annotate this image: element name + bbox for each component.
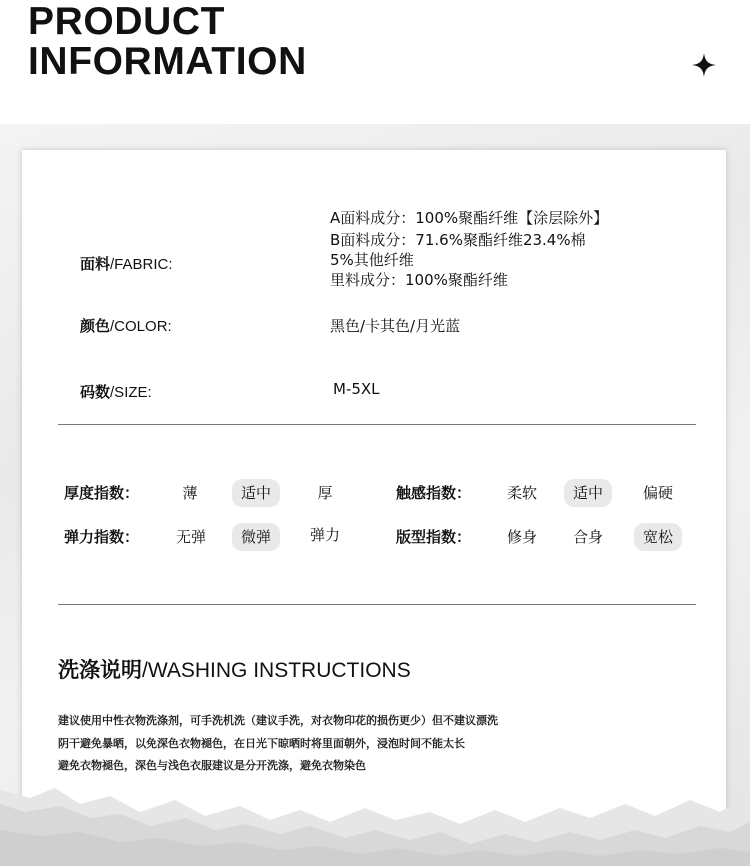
thickness-option-thick: 厚 [317,484,333,502]
fit-label: 版型指数： [396,528,472,546]
thickness-option-medium: 适中 [232,479,280,507]
fabric-line-3: 5%其他纤维 [330,251,414,269]
fit-option-slim: 修身 [506,528,537,546]
page-title [28,2,307,82]
fabric-line-4: 里料成分：100%聚酯纤维 [330,271,508,289]
elasticity-option-slight: 微弹 [232,523,280,551]
color-label: 颜色/COLOR: [80,317,172,335]
elasticity-option-none: 无弹 [175,528,206,546]
fabric-line-1: A面料成分：100%聚酯纤维【涂层除外】 [330,209,609,227]
elasticity-option-stretch: 弹力 [309,526,340,544]
thickness-label: 厚度指数： [64,484,140,502]
fit-option-loose: 宽松 [634,523,682,551]
fabric-line-2: B面料成分：71.6%聚酯纤维23.4%棉 [330,231,586,249]
size-value: M-5XL [333,380,380,398]
title-line-information: INFORMATION [28,40,307,83]
title-line-product: PRODUCT [28,0,226,43]
torn-paper-edge [0,760,750,866]
fit-option-regular: 合身 [572,528,603,546]
washing-line-3: 避免衣物褪色，深色与浅色衣服建议是分开洗涤，避免衣物染色 [58,759,366,772]
divider-top [58,424,696,425]
washing-line-2: 阴干避免暴晒，以免深色衣物褪色，在日光下晾晒时将里面朝外，浸泡时间不能太长 [58,737,465,750]
touch-option-medium: 适中 [564,479,612,507]
sparkle-icon [692,53,716,77]
washing-line-1: 建议使用中性衣物洗涤剂，可手洗机洗（建议手洗，对衣物印花的损伤更少）但不建议漂洗 [58,714,498,727]
thickness-option-thin: 薄 [182,484,198,502]
color-value: 黑色/卡其色/月光蓝 [330,317,461,335]
washing-title: 洗涤说明/WASHING INSTRUCTIONS [58,658,411,682]
divider-bottom [58,604,696,605]
touch-option-soft: 柔软 [506,484,537,502]
fabric-label: 面料/FABRIC: [80,255,173,273]
touch-option-hard: 偏硬 [642,484,673,502]
elasticity-label: 弹力指数： [64,528,140,546]
touch-label: 触感指数： [396,484,472,502]
size-label: 码数/SIZE: [80,383,152,401]
